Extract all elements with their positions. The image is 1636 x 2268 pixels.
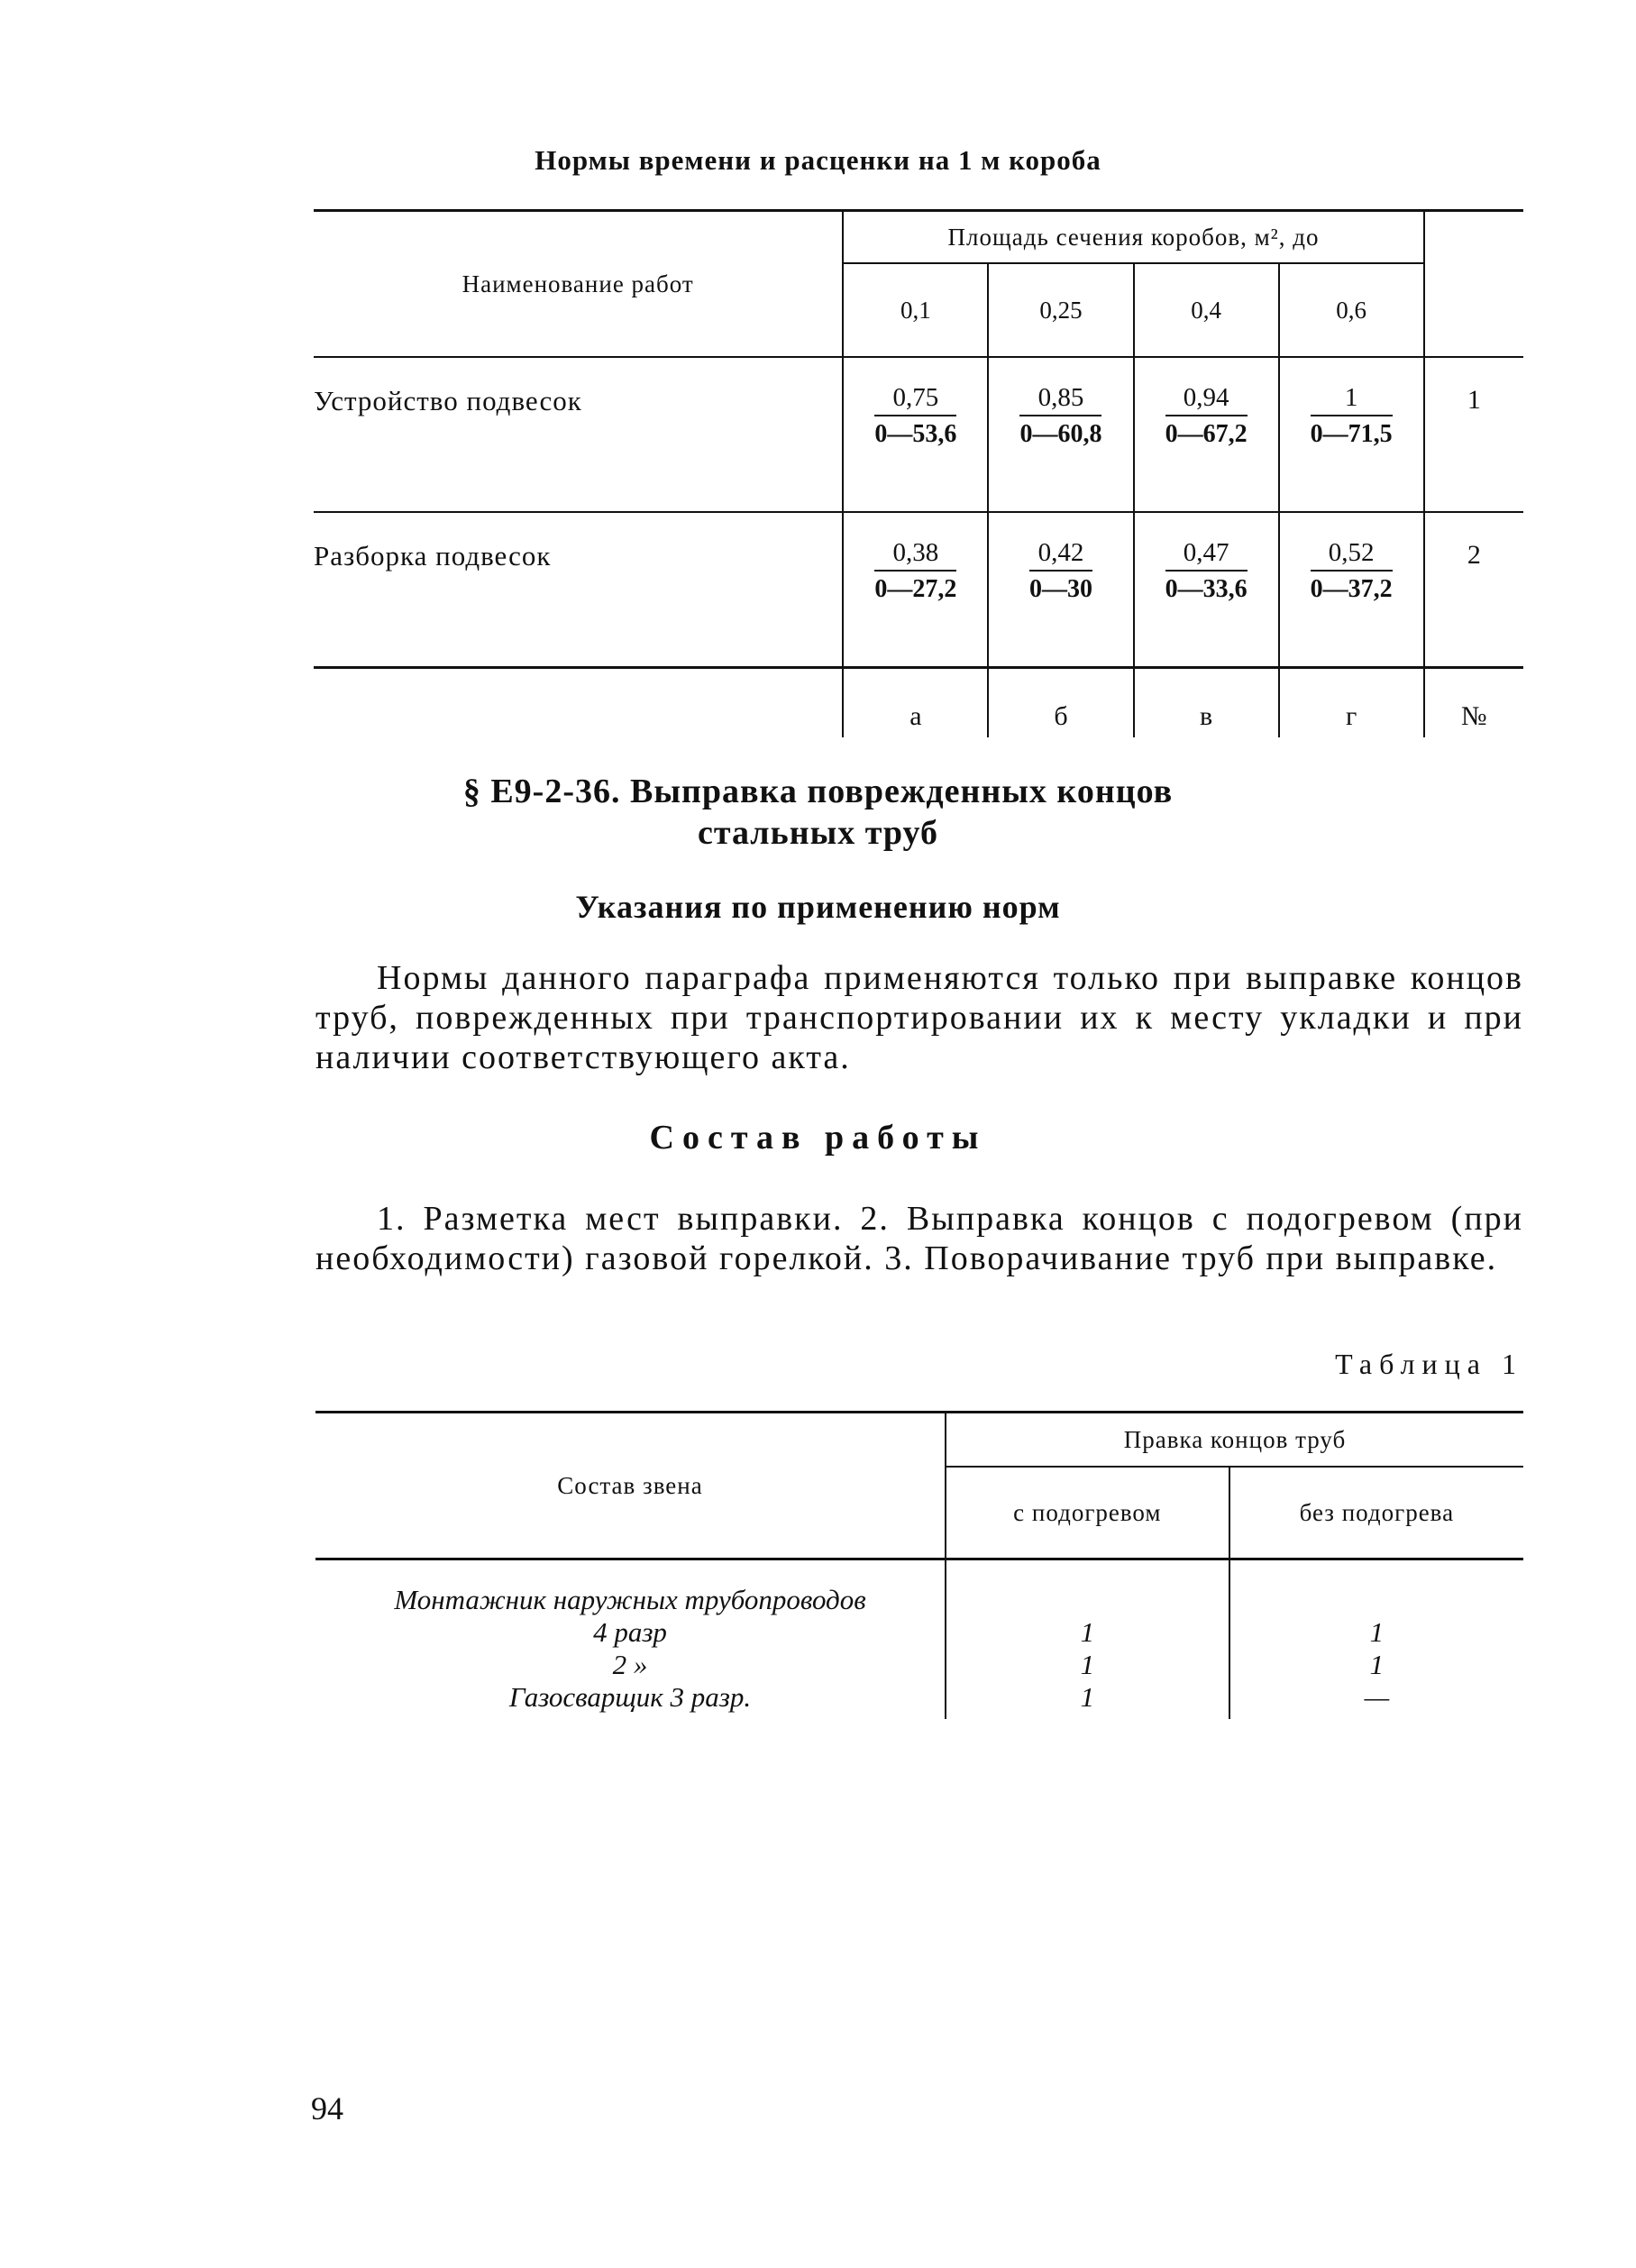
row-label: Разборка подвесок bbox=[314, 512, 843, 668]
footer-letter: г bbox=[1279, 668, 1424, 738]
norm-value: 0,94 bbox=[1165, 383, 1248, 416]
table-row bbox=[314, 512, 1523, 668]
work-composition-paragraph: 1. Разметка мест выправки. 2. Выправка концов с подогревом (при необходимости) газовой горелкой. 3. Поворачивание труб при выправке. bbox=[315, 1200, 1523, 1277]
work-composition-heading: Состав работы bbox=[649, 1119, 987, 1157]
size-header: 0,1 bbox=[843, 263, 988, 357]
column-header-number bbox=[1424, 211, 1523, 358]
value-cell bbox=[1279, 512, 1424, 668]
footer-empty bbox=[314, 668, 843, 738]
norm-value: 0,47 bbox=[1165, 538, 1248, 572]
table-label: Таблица 1 bbox=[1335, 1348, 1523, 1380]
value-cell bbox=[988, 357, 1133, 512]
usage-paragraph: Нормы данного параграфа применяются только при выправке концов труб, поврежденных при транспортировании их к месту укладки и при наличии соответствующего акта. bbox=[315, 959, 1523, 1076]
table-footer-row bbox=[314, 668, 1523, 738]
section-title bbox=[0, 771, 1636, 854]
value-cell bbox=[1134, 357, 1279, 512]
workers-cell bbox=[315, 1559, 946, 1720]
worker-line: Монтажник наружных трубопроводов bbox=[394, 1584, 866, 1615]
size-header: 0,6 bbox=[1279, 263, 1424, 357]
section-title-line: § Е9-2-36. Выправка поврежденных концов bbox=[462, 773, 1174, 810]
footer-letter: б bbox=[988, 668, 1133, 738]
count-value: 1 bbox=[1080, 1616, 1095, 1648]
rate-value: 0—37,2 bbox=[1310, 575, 1393, 603]
column-group-header: Площадь сечения коробов, м², до bbox=[843, 211, 1423, 264]
table-row bbox=[315, 1559, 1523, 1720]
table-row bbox=[314, 357, 1523, 512]
table1-caption: Нормы времени и расценки на 1 м короба bbox=[535, 144, 1101, 176]
column-header-unheated: без подогрева bbox=[1229, 1467, 1523, 1559]
norm-value: 0,75 bbox=[874, 383, 956, 416]
count-value bbox=[946, 1584, 1229, 1616]
worker-line: 2 » bbox=[612, 1649, 648, 1680]
value-cell bbox=[1134, 512, 1279, 668]
norm-value: 0,85 bbox=[1019, 383, 1101, 416]
count-value: 1 bbox=[1080, 1681, 1095, 1713]
norm-value: 0,52 bbox=[1311, 538, 1393, 572]
worker-line: 4 разр bbox=[593, 1616, 667, 1648]
count-value: 1 bbox=[1080, 1649, 1095, 1680]
count-value: — bbox=[1364, 1681, 1390, 1713]
rate-value: 0—53,6 bbox=[874, 420, 957, 448]
norm-value: 0,38 bbox=[874, 538, 956, 572]
value-cell bbox=[1279, 357, 1424, 512]
crew-table bbox=[315, 1411, 1523, 1719]
worker-line: Газосварщик 3 разр. bbox=[508, 1681, 752, 1713]
norm-value: 0,42 bbox=[1029, 538, 1092, 572]
column-header-heated: с подогревом bbox=[946, 1467, 1229, 1559]
usage-instructions-heading: Указания по применению норм bbox=[575, 889, 1061, 925]
value-cell bbox=[843, 512, 988, 668]
column-header-crew: Состав звена bbox=[315, 1413, 946, 1559]
norm-value: 1 bbox=[1311, 383, 1393, 416]
size-header: 0,4 bbox=[1134, 263, 1279, 357]
rate-value: 0—30 bbox=[1028, 575, 1092, 603]
size-header: 0,25 bbox=[988, 263, 1133, 357]
section-title-line: стальных труб bbox=[697, 814, 939, 852]
row-number: 2 bbox=[1424, 512, 1523, 668]
rate-value: 0—33,6 bbox=[1165, 575, 1248, 603]
footer-number-sign: № bbox=[1424, 668, 1523, 738]
norms-table bbox=[314, 209, 1523, 737]
footer-letter: а bbox=[843, 668, 988, 738]
count-value: 1 bbox=[1369, 1616, 1385, 1648]
rate-value: 0—60,8 bbox=[1019, 420, 1102, 448]
page-number: 94 bbox=[311, 2090, 343, 2126]
count-value: 1 bbox=[1369, 1649, 1385, 1680]
rate-value: 0—67,2 bbox=[1165, 420, 1248, 448]
heated-cell bbox=[946, 1559, 1229, 1720]
column-header-name: Наименование работ bbox=[314, 211, 843, 358]
value-cell bbox=[988, 512, 1133, 668]
footer-letter: в bbox=[1134, 668, 1279, 738]
rate-value: 0—71,5 bbox=[1310, 420, 1393, 448]
count-value bbox=[1230, 1584, 1523, 1616]
unheated-cell bbox=[1229, 1559, 1523, 1720]
value-cell bbox=[843, 357, 988, 512]
row-label: Устройство подвесок bbox=[314, 357, 843, 512]
column-group-header: Правка концов труб bbox=[946, 1413, 1523, 1468]
row-number: 1 bbox=[1424, 357, 1523, 512]
rate-value: 0—27,2 bbox=[874, 575, 957, 603]
